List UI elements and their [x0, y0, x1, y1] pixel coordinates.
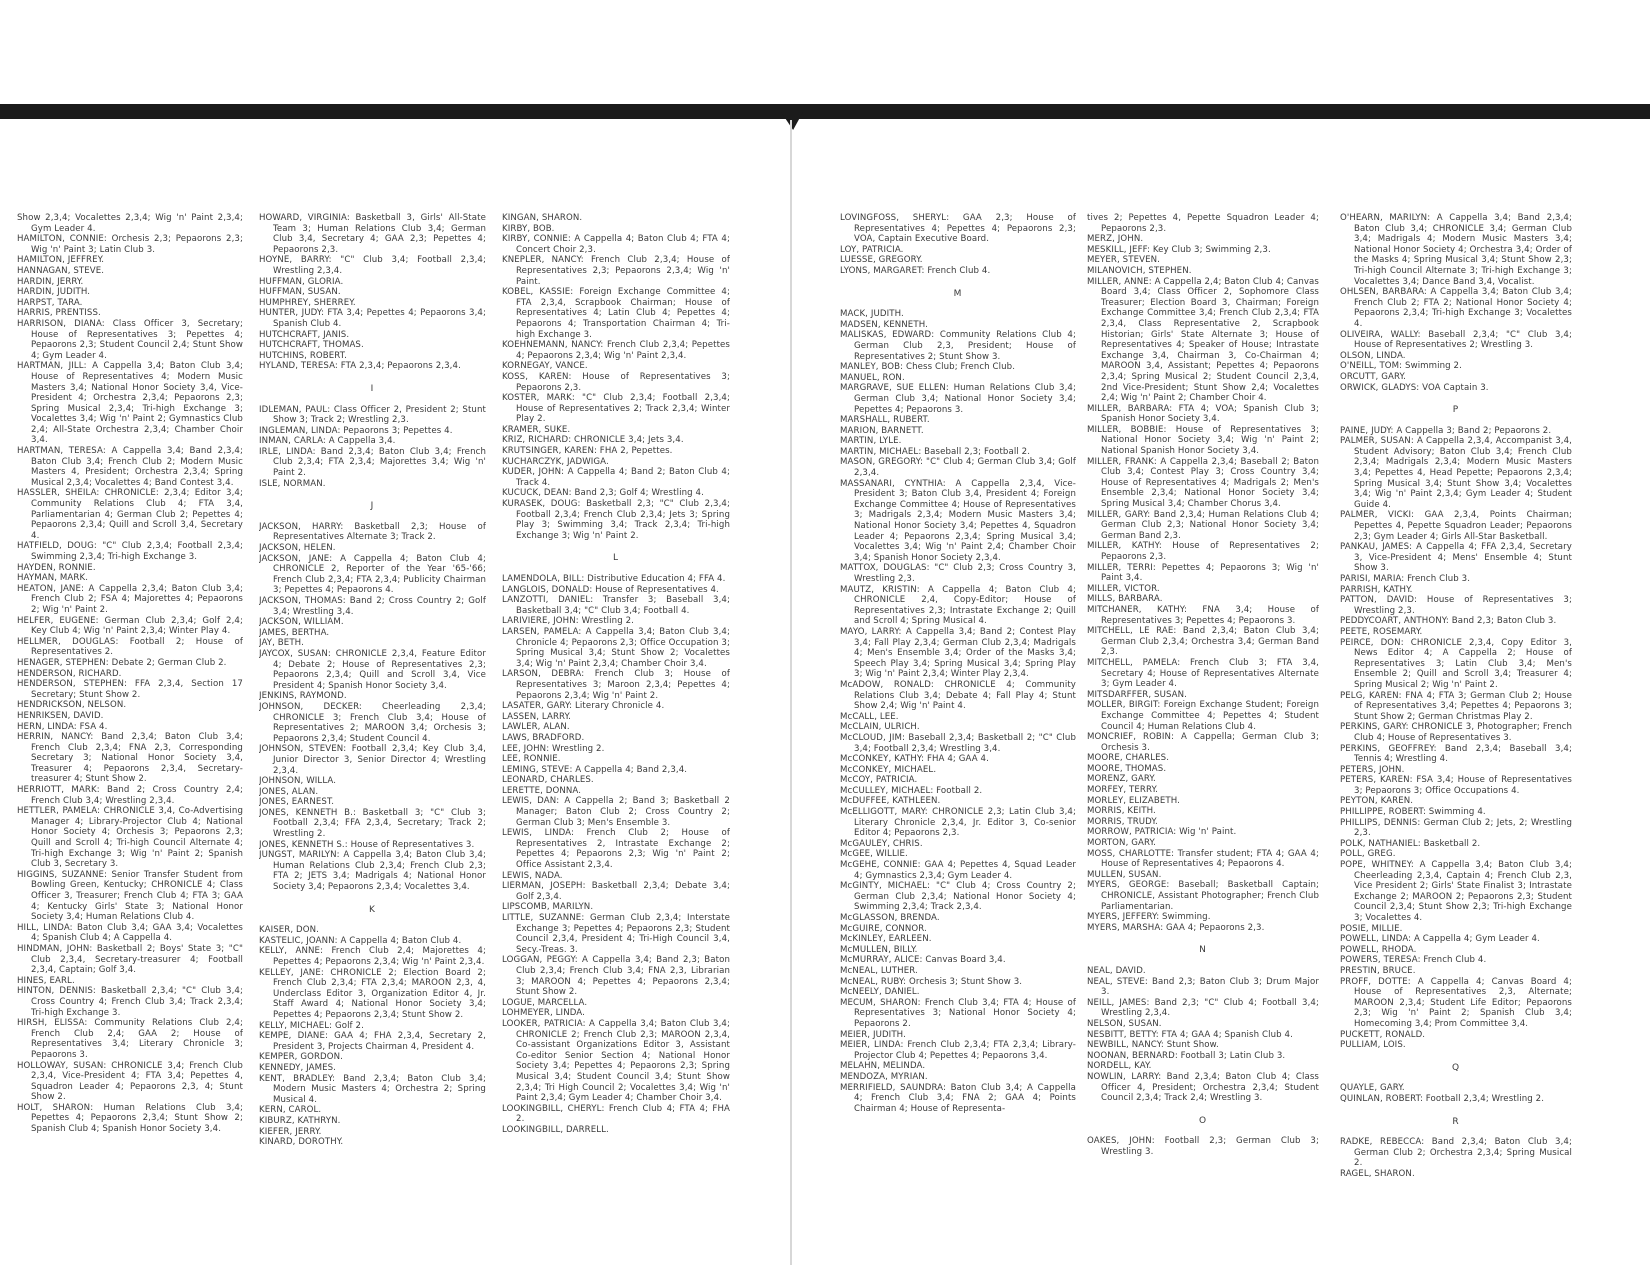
student-entry: MITCHANER, KATHY: FNA 3,4; House of Representatives 3; Pepettes 4; Pepaorons 3.	[1087, 604, 1319, 626]
student-entry: LOOKINGBILL, DARRELL.	[502, 1124, 609, 1135]
student-entry: MAYO, LARRY: A Cappella 3,4; Band 2; Contest Play 3,4; Fall Play 2,3,4; German Club 2,3,4; Madrigals 4; Men's Ensemble 3,4; Order of the Masks 3,4; Speech Play 3,4; Spring Musical 3,4; Spring Play 3; Wig 'n' Paint 2,3,4; Winter Play 2,3,4.	[840, 626, 1076, 680]
student-entry: O'NEILL, TOM: Swimming 2.	[1340, 361, 1462, 372]
student-entry: MEYER, STEVEN.	[1087, 255, 1160, 266]
student-entry: JENKINS, RAYMOND.	[259, 691, 347, 702]
student-entry: HILL, LINDA: Baton Club 3,4; GAA 3,4; Vocalettes 4; Spanish Club 4; A Cappella 4.	[17, 922, 243, 944]
student-entry: MYERS, MARSHA: GAA 4; Pepaorons 2,3.	[1087, 922, 1265, 933]
student-entry: MECUM, SHARON: French Club 3,4; FTA 4; House of Representatives 3; National Honor Society 4; Pepaorons 2.	[840, 997, 1076, 1029]
student-entry: JOHNSON, DECKER: Cheerleading 2,3,4; CHRONICLE 3; French Club 3,4; House of Representatives 2; MAROON 3,4; Orchesis 3; Pepaorons 2,3,4; Student Council 4.	[259, 701, 486, 744]
student-entry: JACKSON, HELEN.	[259, 543, 336, 554]
student-entry: MILLER, FRANK: A Cappella 2,3,4; Baseball 2; Baton Club 3,4; Contest Play 3; Cross Country 3,4; House of Representatives 4; Madrigals 2; Men's Ensemble 2,3,4; National Honor Society 3,4; Spring Musical 3,4; Chamber Chorus 3,4.	[1087, 456, 1319, 510]
student-entry: LOOKER, PATRICIA: A Cappella 3,4; Baton Club 3,4; CHRONICLE 2; French Club 2,3; MAROON 2,3,4, Co-assistant Organizations Editor 3, Assistant Co-editor Senior Section 4; National Honor Society 3,4; Pepettes 4; Pepaorons 2,3; Spring Musical 3,4; Student Council 3,4; Stunt Show 2,3,4; Tri High Council 2; Vocalettes 3,4; Wig 'n' Paint 2,3,4; Gym Leader 4; Chamber Choir 3,4.	[502, 1018, 730, 1104]
student-entry: KELLY, MICHAEL: Golf 2.	[259, 1020, 364, 1031]
student-entry: JAYCOX, SUSAN: CHRONICLE 2,3,4, Feature Editor 4; Debate 2; House of Representatives 2,3; Pepaorons 2,3,4; Quill and Scroll 3,4, Vice President 4; Spanish Honor Society 3,4.	[259, 648, 486, 691]
senior-index-column-2	[259, 213, 486, 1265]
student-entry: HUTCHINS, ROBERT.	[259, 350, 347, 361]
page-gutter	[790, 120, 792, 1265]
student-entry: O'HEARN, MARILYN: A Cappella 3,4; Band 2,3,4; Baton Club 3,4; CHRONICLE 3,4; German Club 3,4; Madrigals 4; Modern Music Masters 3,4; National Honor Society 4; Orchestra 3,4; Order of the Masks 4; Spring Musical 3,4; Stunt Show 2,3; Tri-high Council Alternate 3; Tri-high Exchange 3; Vocalettes 3,4; Dance Band 3,4, Vocalist.	[1340, 213, 1572, 287]
student-entry: McNEELY, DANIEL.	[840, 987, 920, 998]
student-entry: McNEAL, RUBY: Orchesis 3; Stunt Show 3.	[840, 976, 1023, 987]
student-entry: PEIRCE, DON: CHRONICLE 2,3,4, Copy Editor 3, News Editor 4; A Cappella 2; House of Representatives 3; Latin Club 3,4; Men's Ensemble 2; Quill and Scroll 3,4; Treasurer 4; Spring Musical 2; Wig 'n' Paint 2.	[1340, 637, 1572, 690]
student-entry: KOBEL, KASSIE: Foreign Exchange Committee 4; FTA 2,3,4, Scrapbook Chairman; House of Representatives 4; Latin Club 4; Pepettes 4; Pepaorons 4; Transportation Chairman 4; Tri-high Exchange 3.	[502, 287, 730, 340]
letter-heading: P	[1452, 405, 1460, 416]
student-entry: LEONARD, CHARLES.	[502, 775, 594, 786]
student-entry: OLIVEIRA, WALLY: Baseball 2,3,4; "C" Club 3,4; House of Representatives 2; Wrestling 3.	[1340, 329, 1572, 351]
student-entry: HETTLER, PAMELA: CHRONICLE 3,4, Co-Advertising Manager 4; Library-Projector Club 4; National Honor Society 4; Orchesis 3; Pepaorons 2,3; Quill and Scroll 4; Tri-high Council Alternate 4; Tri-high Exchange 3; Wig 'n' Paint 2; Spanish Club 3, Secretary 3.	[17, 806, 243, 870]
senior-index-column-1	[17, 213, 243, 1265]
student-entry: KEMPER, GORDON.	[259, 1052, 343, 1063]
student-entry: LAMENDOLA, BILL: Distributive Education 4; FFA 4.	[502, 574, 726, 584]
student-entry: MILLER, ANNE: A Cappella 2,4; Baton Club 4; Canvas Board 3,4; Class Officer 2, Sophomore Class Treasurer; Election Board 3, Chairman; Foreign Exchange Committee 3,4; French Club 2,3,4; FTA 2,3,4, Class Representative 2, Scrapbook Historian; Girls' State Alternate 3; House of Representatives 4; Speaker of House; Intrastate Exchange 3,4, Chairman 3, Co-Chairman 4; MAROON 3,4, Assistant; Pepettes 4; Pepaorons 2,3,4; Spring Musical 2; Student Council 2,3,4, 2nd Vice-President; Stunt Show 2,4; Vocalettes 2,4; Wig 'n' Paint 2; Chamber Choir 4.	[1087, 276, 1319, 404]
student-entry: LASSEN, LARRY.	[502, 711, 571, 722]
student-entry: LARSEN, PAMELA: A Cappella 3,4; Baton Club 3,4; Chronicle 4; Pepaorons 2,3; Office Occupation 3; Spring Musical 3,4; Stunt Show 2; Vocalettes 3,4; Wig 'n' Paint 2,3,4; Chamber Choir 3,4.	[502, 626, 730, 669]
student-entry: HINDMAN, JOHN: Basketball 2; Boys' State 3; "C" Club 2,3,4, Secretary-treasurer 4; Football 2,3,4, Captain; Golf 3,4.	[17, 943, 243, 976]
student-entry: RAGEL, SHARON.	[1340, 1168, 1415, 1179]
letter-heading: L	[612, 553, 619, 564]
student-entry: McCONKEY, MICHAEL.	[840, 764, 937, 775]
student-entry: HELFER, EUGENE: German Club 2,3,4; Golf 2,4; Key Club 4; Wig 'n' Paint 2,3,4; Winter Play 4.	[17, 615, 243, 637]
student-entry: MOORE, CHARLES.	[1087, 753, 1170, 764]
student-entry: HENDERSON, RICHARD.	[17, 668, 122, 679]
student-entry: MILLER, VICTOR.	[1087, 583, 1160, 594]
student-entry: PATTON, DAVID: House of Representatives 3; Wrestling 2,3.	[1340, 595, 1572, 616]
student-entry: KAISER, DON.	[259, 925, 319, 936]
student-entry: HARRISON, DIANA: Class Officer 3, Secretary; House of Representatives 3; Pepettes 4; Pepaorons 2,3; Student Council 2,4; Stunt Show 4; Gym Leader 4.	[17, 318, 243, 361]
student-entry: KIRBY, BOB.	[502, 223, 555, 234]
student-entry: HARDIN, JUDITH.	[17, 287, 91, 298]
student-entry: McADOW, RONALD: CHRONICLE 4; Community Relations Club 3,4; Debate 4; Fall Play 4; Stunt Show 2,4; Wig 'n' Paint 4.	[840, 679, 1076, 712]
student-entry: ORCUTT, GARY.	[1340, 371, 1406, 382]
student-entry: MARGRAVE, SUE ELLEN: Human Relations Club 3,4; German Club 3,4; National Honor Society 3,4; Pepettes 4; Pepaorons 3.	[840, 383, 1076, 415]
student-entry: KUCHARCZYK, JADWIGA.	[502, 456, 609, 467]
student-entry: ISLE, NORMAN.	[259, 478, 326, 489]
student-entry: JOHNSON, WILLA.	[259, 776, 337, 787]
student-entry: MOLLER, BIRGIT: Foreign Exchange Student; Foreign Exchange Committee 4; Pepettes 4; Student Council 4; Human Relations Club 4.	[1087, 700, 1319, 732]
student-entry: LEE, JOHN: Wrestling 2.	[502, 743, 605, 754]
student-entry: POPE, WHITNEY: A Cappella 3,4; Baton Club 3,4; Cheerleading 2,3,4, Captain 4; French Club 2,3, Vice President 2; Girls' State Finalist 3; Intrastate Exchange 2; MAROON 2; Pepaorons 2,3; Student Council 2,3,4; Stunt Show 2,3; Tri-high Exchange 3; Vocalettes 4.	[1340, 860, 1572, 923]
student-entry: MARTIN, LYLE.	[840, 436, 902, 447]
student-entry: MILLER, KATHY: House of Representatives 2; Pepaorons 2,3.	[1087, 541, 1319, 562]
student-entry: JONES, KENNETH B.: Basketball 3; "C" Club 3; Football 2,3,4; FFA 2,3,4, Secretary; Track 2; Wrestling 2.	[259, 807, 486, 840]
letter-heading: O	[1198, 1115, 1208, 1126]
student-entry: LERETTE, DONNA.	[502, 785, 582, 796]
student-entry: OAKES, JOHN: Football 2,3; German Club 3; Wrestling 3.	[1087, 1136, 1319, 1157]
student-entry: LARIVIERE, JOHN: Wrestling 2.	[502, 616, 634, 627]
student-entry: McMURRAY, ALICE: Canvas Board 3,4.	[840, 955, 1006, 966]
student-entry: JACKSON, THOMAS: Band 2; Cross Country 2; Golf 3,4; Wrestling 3,4.	[259, 596, 486, 617]
student-entry: MELAHN, MELINDA.	[840, 1061, 926, 1072]
student-entry: KERN, CAROL.	[259, 1105, 322, 1116]
student-entry: MEIER, LINDA: French Club 2,3,4; FTA 2,3,4; Library-Projector Club 4; Pepettes 4; Pepaorons 3,4.	[840, 1040, 1076, 1061]
student-entry: POWELL, RHODA.	[1340, 944, 1417, 955]
student-entry: KELLY, ANNE: French Club 2,4; Majorettes 4; Pepettes 4; Pepaorons 2,3,4; Wig 'n' Paint 2,3,4.	[259, 946, 486, 967]
student-entry: KIRBY, CONNIE: A Cappella 4; Baton Club 4; FTA 4; Concert Choir 2,3.	[502, 234, 730, 255]
student-entry: MITCHELL, LE RAE: Band 2,3,4; Baton Club 3,4; German Club 2,3,4; Orchestra 3,4; German Band 2,3.	[1087, 626, 1319, 658]
student-entry: MORROW, PATRICIA: Wig 'n' Paint.	[1087, 827, 1237, 838]
student-entry: KRIZ, RICHARD: CHRONICLE 3,4; Jets 3,4.	[502, 435, 684, 446]
senior-index-column-3	[502, 213, 730, 1265]
student-entry: HARDIN, JERRY.	[17, 276, 84, 287]
student-entry: LEWIS, NADA.	[502, 870, 563, 881]
student-entry: HYLAND, TERESA: FTA 2,3,4; Pepaorons 2,3,4.	[259, 361, 461, 372]
student-entry: PERKINS, GARY: CHRONICLE 3, Photographer; French Club 4; House of Representatives 3.	[1340, 722, 1572, 743]
letter-heading: N	[1199, 945, 1207, 956]
student-entry: LEE, RONNIE.	[502, 754, 561, 765]
student-entry: HASSLER, SHEILA: CHRONICLE: 2,3,4; Editor 3,4; Community Relations Club 4; FTA 3,4, Parliamentarian 4; German Club 2; Pepettes 4; Pepaorons 2,3,4; Quill and Scroll 3,4, Secretary 4.	[17, 488, 243, 541]
student-entry: HARRIS, PRENTISS.	[17, 308, 101, 319]
letter-heading: I	[370, 383, 375, 394]
student-entry: NELSON, SUSAN.	[1087, 1018, 1162, 1029]
student-entry: JONES, EARNEST.	[259, 797, 335, 808]
student-entry: HENDERSON, STEPHEN: FFA 2,3,4, Section 17 Secretary; Stunt Show 2.	[17, 679, 243, 700]
student-entry: LASATER, GARY: Literary Chronicle 4.	[502, 701, 665, 712]
student-entry: KENNEDY, JAMES.	[259, 1062, 337, 1073]
student-entry: PAINE, JUDY: A Cappella 3; Band 2; Pepaorons 2.	[1340, 425, 1552, 436]
student-entry: NORDELL, KAY.	[1087, 1061, 1152, 1072]
student-entry: HARTMAN, JILL: A Cappella 3,4; Baton Club 3,4; House of Representatives 4; Modern Music Masters 3,4; National Honor Society 3,4, Vice-President 4; Orchestra 2,3,4; Pepaorons 2,3; Spring Musical 2,3,4; Tri-high Exchange 3; Vocalettes 3,4; Wig 'n' Paint 2; Gymnastics Club 2,4; All-State Orchestra 2,3,4; Chamber Choir 3,4.	[17, 361, 243, 446]
student-entry: HIRSH, ELISSA: Community Relations Club 2,4; French Club 2,4; GAA 2; House of Representatives 3,4; Literary Chronicle 3; Pepaorons 3.	[17, 1018, 243, 1060]
letter-heading: M	[953, 288, 963, 299]
student-entry: HINES, EARL.	[17, 975, 75, 986]
student-entry: MORTON, GARY.	[1087, 838, 1156, 849]
student-entry: PHILLIPPE, ROBERT: Swimming 4.	[1340, 807, 1486, 818]
student-entry: HERRIOTT, MARK: Band 2; Cross Country 2,4; French Club 3,4; Wrestling 2,3,4.	[17, 785, 243, 806]
student-entry: PUCKETT, RONALD.	[1340, 1029, 1426, 1040]
student-entry: PANKAU, JAMES: A Cappella 4; FFA 2,3,4, Secretary 3, Vice-President 4; Mens' Ensemble 4; Stunt Show 3.	[1340, 542, 1572, 574]
student-entry: JUNGST, MARILYN: A Cappella 3,4; Baton Club 3,4; Human Relations Club 2,3,4; French Club 2,3; FTA 2; JETS 3,4; Madrigals 4; National Honor Society 3,4; Pepaorons 2,3,4; Vocalettes 3,4.	[259, 850, 486, 893]
student-entry: KURASEK, DOUG: Basketball 2,3; "C" Club 2,3,4; Football 2,3,4; French Club 2,3,4; Jets 3; Spring Play 3; Swimming 3,4; Track 2,3,4; Tri-high Exchange 3; Wig 'n' Paint 2.	[502, 499, 730, 541]
student-entry: OHLSEN, BARBARA: A Cappella 3,4; Baton Club 3,4; French Club 2; FTA 2; National Honor Society 4; Pepaorons 2,3,4; Tri-high Exchange 3; Vocalettes 4.	[1340, 287, 1572, 329]
student-entry: MILLER, TERRI: Pepettes 4; Pepaorons 3; Wig 'n' Paint 3,4.	[1087, 562, 1319, 584]
student-entry: QUAYLE, GARY.	[1340, 1083, 1405, 1094]
student-entry: MORENZ, GARY.	[1087, 774, 1156, 785]
student-entry: MORFEY, TERRY.	[1087, 785, 1158, 796]
student-entry: HARPST, TARA.	[17, 297, 83, 308]
student-entry: NEWBILL, NANCY: Stunt Show.	[1087, 1040, 1219, 1051]
student-entry: MOORE, THOMAS.	[1087, 763, 1167, 774]
student-entry: HELLMER, DOUGLAS: Football 2; House of Representatives 2.	[17, 636, 243, 658]
student-entry: KOSS, KAREN: House of Representatives 3; Pepaorons 2,3.	[502, 371, 730, 393]
student-entry: POWERS, TERESA: French Club 4.	[1340, 955, 1487, 966]
student-entry: JOHNSON, STEVEN: Football 2,3,4; Key Club 3,4, Junior Director 3, Senior Director 4; Wrestling 2,3,4.	[259, 744, 486, 776]
student-entry: HOLLOWAY, SUSAN: CHRONICLE 3,4; French Club 2,3,4, Vice-President 4; FTA 3,4; Pepettes 4, Squadron Leader 4; Pepaorons 2,3, 4; Stunt Show 2.	[17, 1060, 243, 1103]
student-entry: PHILLIPS, DENNIS: German Club 2; Jets, 2; Wrestling 2,3.	[1340, 817, 1572, 839]
student-entry: KUCUCK, DEAN: Band 2,3; Golf 4; Wrestling 4.	[502, 488, 704, 499]
student-entry: McCONKEY, KATHY: FHA 4; GAA 4.	[840, 754, 989, 765]
student-entry: HUFFMAN, GLORIA.	[259, 276, 344, 287]
student-entry: MERRIFIELD, SAUNDRA: Baton Club 3,4; A Cappella 4; French Club 3,4; FNA 2; GAA 4; Points Chairman 4; House of Representa-	[840, 1082, 1076, 1114]
student-entry: LEWIS, DAN: A Cappella 2; Band 3; Basketball 2 Manager; Baton Club 2; Cross Country 2; German Club 3; Men's Ensemble 3.	[502, 796, 730, 828]
student-entry: PALMER, SUSAN: A Cappella 2,3,4, Accompanist 3,4, Student Advisory; Baton Club 3,4; French Club 2,3,4; Madrigals 2,3,4; Modern Music Masters 3,4; Pepettes 4, Head Pepette; Pepaorons 2,3,4; Spring Musical 3,4; Stunt Show 3,4; Vocalettes 3,4; Wig 'n' Paint 2,3,4; Gym Leader 4; Student Guide 4.	[1340, 436, 1572, 510]
student-entry: IRLE, LINDA: Band 2,3,4; Baton Club 3,4; French Club 2,3,4; FTA 2,3,4; Majorettes 3,4; Wig 'n' Paint 2.	[259, 446, 486, 479]
student-entry: MORRIS, TRUDY.	[1087, 816, 1158, 827]
student-entry: POWELL, LINDA: A Cappella 4; Gym Leader 4.	[1340, 934, 1540, 945]
student-entry: JACKSON, JANE: A Cappella 4; Baton Club 4; CHRONICLE 2, Reporter of the Year '65-'66; French Club 2,3,4; FTA 2,3,4; Publicity Chairman 3; Pepettes 4; Pepaorons 4.	[259, 553, 486, 596]
student-entry: HUTCHCRAFT, JANIS.	[259, 329, 350, 340]
student-entry: HUTCHCRAFT, THOMAS.	[259, 340, 364, 351]
student-entry: KOSTER, MARK: "C" Club 2,3,4; Football 2,3,4; House of Representatives 2; Track 2,3,4; Winter Play 2.	[502, 393, 730, 425]
student-entry: JAY, BETH.	[259, 638, 304, 649]
student-entry: JACKSON, HARRY: Basketball 2,3; House of Representatives Alternate 3; Track 2.	[259, 521, 486, 543]
student-entry: LOGGAN, PEGGY: A Cappella 3,4; Band 2,3; Baton Club 2,3,4; French Club 3,4; FNA 2,3, Librarian 3; MAROON 4; Pepettes 4; Pepaorons 2,3,4; Stunt Show 2.	[502, 955, 730, 998]
student-entry: LAWS, BRADFORD.	[502, 732, 585, 743]
student-entry: MERZ, JOHN.	[1087, 234, 1144, 245]
student-entry: HOLT, SHARON: Human Relations Club 3,4; Pepettes 4; Pepaorons 2,3,4; Stunt Show 2; Spanish Club 4; Spanish Honor Society 3,4.	[17, 1102, 243, 1135]
student-entry: MYERS, GEORGE: Baseball; Basketball Captain; CHRONICLE, Assistant Photographer; French Club Parliamentarian.	[1087, 880, 1319, 912]
student-entry: HAYMAN, MARK.	[17, 573, 89, 584]
student-entry: McGLASSON, BRENDA.	[840, 913, 940, 923]
student-entry: LUESSE, GREGORY.	[840, 255, 923, 266]
page-top-rule	[0, 104, 1650, 119]
student-entry: MILLS, BARBARA.	[1087, 594, 1163, 605]
letter-heading: R	[1452, 1116, 1460, 1127]
student-entry: LEWIS, LINDA: French Club 2; House of Representatives 2, Intrastate Exchange 2; Pepettes 4; Pepaorons 2,3; Wig 'n' Paint 2; Office Assistant 2,3,4.	[502, 828, 730, 871]
student-entry: HAMILTON, CONNIE: Orchesis 2,3; Pepaorons 2,3; Wig 'n' Paint 3; Latin Club 3.	[17, 234, 243, 255]
student-entry: MONCRIEF, ROBIN: A Cappella; German Club 3; Orchesis 3.	[1087, 732, 1319, 753]
student-entry: PERKINS, GEOFFREY: Band 2,3,4; Baseball 3,4; Tennis 4; Wrestling 4.	[1340, 743, 1572, 765]
student-entry: LOOKINGBILL, CHERYL: French Club 4; FTA 4; FHA 2.	[502, 1103, 730, 1125]
student-entry: KRUTSINGER, KAREN: FHA 2, Pepettes.	[502, 446, 673, 457]
student-entry: MALISKAS, EDWARD: Community Relations Club 4; German Club 2,3, President; House of Representatives 2; Stunt Show 3.	[840, 330, 1076, 362]
student-entry: KINGAN, SHARON.	[502, 213, 583, 223]
student-entry: HATFIELD, DOUG: "C" Club 2,3,4; Football 2,3,4; Swimming 2,3,4; Tri-high Exchange 3.	[17, 541, 243, 562]
student-entry: McGEE, WILLIE.	[840, 849, 908, 860]
letter-heading: J	[370, 501, 375, 512]
student-entry: JONES, ALAN.	[259, 786, 319, 797]
student-entry: McNEAL, LUTHER.	[840, 965, 918, 976]
student-entry: McGINTY, MICHAEL: "C" Club 4; Cross Country 2; German Club 2,3,4; National Honor Society 4; Swimming 2,3,4; Track 2,3,4.	[840, 881, 1076, 913]
student-entry: POSIE, MILLIE.	[1340, 923, 1403, 934]
student-entry: MYERS, JEFFERY: Swimming.	[1087, 912, 1211, 923]
student-entry: tives 2; Pepettes 4, Pepette Squadron Leader 4; Pepaorons 2,3.	[1087, 213, 1319, 234]
student-entry: ORWICK, GLADYS: VOA Captain 3.	[1340, 382, 1489, 393]
student-entry: JAMES, BERTHA.	[259, 627, 330, 638]
student-entry: POLK, NATHANIEL: Basketball 2.	[1340, 838, 1481, 849]
student-entry: MILLER, BOBBIE: House of Representatives 3; National Honor Society 3,4; Wig 'n' Paint 2; National Spanish Honor Society 3,4.	[1087, 424, 1319, 457]
student-entry: KENT, BRADLEY: Band 2,3,4; Baton Club 3,4; Modern Music Masters 4; Orchestra 2; Spring Musical 4.	[259, 1073, 486, 1105]
student-entry: PROFF, DOTTE: A Cappella 4; Canvas Board 4; House of Representatives 2,3, Alternate; MAROON 2,3,4; Student Life Editor; Pepaorons 2,3; Wig 'n' Paint 2; Spanish Club 3,4; Homecoming 3,4; Prom Committee 3,4.	[1340, 976, 1572, 1029]
student-entry: McKINLEY, EARLEEN.	[840, 934, 932, 945]
student-entry: PRESTIN, BRUCE.	[1340, 965, 1416, 976]
student-entry: KASTELIC, JOANN: A Cappella 4; Baton Club 4.	[259, 935, 462, 946]
student-entry: HEATON, JANE: A Cappella 2,3,4; Baton Club 3,4; French Club 2; FSA 4; Majorettes 4; Pepaorons 2; Wig 'n' Paint 2.	[17, 583, 243, 615]
student-entry: HAYDEN, RONNIE.	[17, 562, 96, 573]
student-entry: HUFFMAN, SUSAN.	[259, 287, 341, 298]
student-entry: MATTOX, DOUGLAS: "C" Club 2,3; Cross Country 3, Wrestling 2,3.	[840, 563, 1076, 584]
student-entry: MITCHELL, PAMELA: French Club 3; FTA 3,4, Secretary 4; House of Representatives Alternate 3; Gym Leader 4.	[1087, 657, 1319, 690]
student-entry: JONES, KENNETH S.: House of Representatives 3.	[259, 839, 475, 850]
student-entry: LIERMAN, JOSEPH: Basketball 2,3,4; Debate 3,4; Golf 2,3,4.	[502, 881, 730, 902]
student-entry: LANZOTTI, DANIEL: Transfer 3; Baseball 3,4; Basketball 3,4; "C" Club 3,4; Football 4.	[502, 595, 730, 616]
student-entry: LYONS, MARGARET: French Club 4.	[840, 265, 991, 276]
student-entry: MITSDARFFER, SUSAN.	[1087, 689, 1188, 700]
student-entry: HAMILTON, JEFFREY.	[17, 255, 105, 266]
student-entry: KEMPE, DIANE: GAA 4; FHA 2,3,4, Secretary 2, President 3, Projects Chairman 4, President 4.	[259, 1031, 486, 1052]
student-entry: HUNTER, JUDY: FTA 3,4; Pepettes 4; Pepaorons 3,4; Spanish Club 4.	[259, 308, 486, 329]
student-entry: NEILL, JAMES: Band 2,3; "C" Club 4; Football 3,4; Wrestling 2,3,4.	[1087, 997, 1319, 1019]
student-entry: HENAGER, STEPHEN: Debate 2; German Club 2.	[17, 657, 227, 668]
student-entry: LAWLER, ALAN.	[502, 722, 570, 733]
student-entry: McDUFFEE, KATHLEEN.	[840, 796, 941, 807]
student-entry: MEIER, JUDITH.	[840, 1029, 906, 1040]
student-entry: NESBITT, BETTY: FTA 4; GAA 4; Spanish Club 4.	[1087, 1029, 1293, 1040]
senior-index-column-5	[1087, 213, 1319, 1265]
student-entry: MANLEY, BOB: Chess Club; French Club.	[840, 362, 1016, 373]
student-entry: MARION, BARNETT.	[840, 425, 924, 436]
student-entry: PEYTON, KAREN.	[1340, 796, 1414, 807]
student-entry: McGEHE, CONNIE: GAA 4; Pepettes 4, Squad Leader 4; Gymnastics 2,3,4; Gym Leader 4.	[840, 860, 1076, 881]
student-entry: McCLAIN, ULRICH.	[840, 722, 920, 733]
student-entry: LITTLE, SUZANNE: German Club 2,3,4; Interstate Exchange 3; Pepettes 4; Pepaorons 2,3; Student Council 2,3,4, President 4; Tri-High Council 3,4, Secy.-Treas. 3.	[502, 913, 730, 955]
student-entry: OLSON, LINDA.	[1340, 350, 1406, 361]
student-entry: PEDDYCOART, ANTHONY: Band 2,3; Baton Club 3.	[1340, 616, 1557, 627]
student-entry: NEAL, STEVE: Band 2,3; Baton Club 3; Drum Major 3.	[1087, 976, 1319, 998]
student-entry: Show 2,3,4; Vocalettes 2,3,4; Wig 'n' Paint 2,3,4; Gym Leader 4.	[17, 213, 243, 234]
student-entry: MARTIN, MICHAEL: Baseball 2,3; Football 2.	[840, 446, 1031, 457]
student-entry: HERN, LINDA: FSA 4.	[17, 721, 108, 732]
student-entry: HENDRICKSON, NELSON.	[17, 700, 127, 711]
student-entry: MILLER, BARBARA: FTA 4; VOA; Spanish Club 3; Spanish Honor Society 3,4.	[1087, 403, 1319, 425]
student-entry: IDLEMAN, PAUL: Class Officer 2, President 2; Stunt Show 3; Track 2; Wrestling 2,3.	[259, 404, 486, 426]
student-entry: LOHMEYER, LINDA.	[502, 1008, 585, 1019]
student-entry: MULLEN, SUSAN.	[1087, 869, 1162, 880]
student-entry: MORLEY, ELIZABETH.	[1087, 795, 1181, 806]
student-entry: KORNEGAY, VANCE.	[502, 361, 588, 372]
student-entry: MORRIS, KEITH.	[1087, 806, 1156, 817]
student-entry: KUDER, JOHN: A Cappella 4; Band 2; Baton Club 4; Track 4.	[502, 467, 730, 488]
student-entry: McCALL, LEE.	[840, 711, 899, 722]
student-entry: MOSS, CHARLOTTE: Transfer student; FTA 4; GAA 4; House of Representatives 4; Pepaorons 4.	[1087, 848, 1319, 870]
student-entry: LIPSCOMB, MARILYN.	[502, 902, 594, 913]
student-entry: MAUTZ, KRISTIN: A Cappella 4; Baton Club 4; CHRONICLE 2,4, Copy-Editor; House of Representatives 2,3; Intrastate Exchange 2; Quill and Scroll 4; Spring Musical 4.	[840, 584, 1076, 627]
student-entry: NOWLIN, LARRY: Band 2,3,4; Baton Club 4; Class Officer 4, President; Orchestra 2,3,4; Student Council 2,3,4; Track 2,4; Wrestling 3.	[1087, 1071, 1319, 1104]
student-entry: McCOY, PATRICIA.	[840, 775, 918, 786]
letter-heading: Q	[1451, 1062, 1461, 1073]
student-entry: MENDOZA, MYRIAN.	[840, 1071, 928, 1082]
student-entry: NEAL, DAVID.	[1087, 965, 1146, 976]
student-entry: PARISI, MARIA: French Club 3.	[1340, 574, 1471, 584]
student-entry: McGUIRE, CONNOR.	[840, 923, 927, 934]
student-entry: KNEPLER, NANCY: French Club 2,3,4; House of Representatives 2,3; Pepaorons 2,3,4; Wig 'n' Paint.	[502, 255, 730, 287]
student-entry: MACK, JUDITH.	[840, 309, 904, 320]
student-entry: HOYNE, BARRY: "C" Club 3,4; Football 2,3,4; Wrestling 2,3,4.	[259, 255, 486, 276]
student-entry: KELLEY, JANE: CHRONICLE 2; Election Board 2; French Club 2,3,4; FTA 2,3,4; MAROON 2,3, 4, Underclass Editor 3, Organization Editor 4, Jr. Staff Award 4; National Honor Society 3,4; Pepettes 4; Pepaorons 2,3,4; Stunt Show 2.	[259, 967, 486, 1020]
student-entry: INGLEMAN, LINDA: Pepaorons 3; Pepettes 4.	[259, 425, 453, 436]
student-entry: HERRIN, NANCY: Band 2,3,4; Baton Club 3,4; French Club 2,3,4; FNA 2,3, Corresponding Secretary 3; National Honor Society 3,4, Treasurer 4; Pepaorons 2,3,4, Secretary-treasurer 4; Stunt Show 2.	[17, 732, 243, 785]
student-entry: LOVINGFOSS, SHERYL: GAA 2,3; House of Representatives 4; Pepettes 4; Pepaorons 2,3; VOA, Captain Executive Board.	[840, 213, 1076, 245]
student-entry: HENRIKSEN, DAVID.	[17, 710, 104, 721]
student-entry: MESKILL, JEFF: Key Club 3; Swimming 2,3.	[1087, 244, 1271, 255]
student-entry: LEMING, STEVE: A Cappella 4; Band 2,3,4.	[502, 764, 688, 775]
student-entry: PETERS, KAREN: FSA 3,4; House of Representatives 3; Pepaorons 3; Office Occupations 4.	[1340, 775, 1572, 796]
student-entry: McGAULEY, CHRIS.	[840, 838, 923, 849]
student-entry: McCLOUD, JIM: Baseball 2,3,4; Basketball 2; "C" Club 3,4; Football 2,3,4; Wrestling 3,4.	[840, 732, 1076, 754]
student-entry: PALMER, VICKI: GAA 2,3,4, Points Chairman; Pepettes 4, Pepette Squadron Leader; Pepaorons 2,3; Gym Leader 4; Girls All-Star Basketball.	[1340, 510, 1572, 542]
student-entry: POLL, GREG.	[1340, 849, 1396, 860]
student-entry: McMULLEN, BILLY.	[840, 944, 918, 955]
senior-index-column-4	[840, 213, 1076, 1265]
student-entry: HANNAGAN, STEVE.	[17, 265, 105, 276]
student-entry: PEETE, ROSEMARY.	[1340, 626, 1423, 637]
student-entry: MARSHALL, RUBERT.	[840, 415, 930, 426]
student-entry: LANGLOIS, DONALD: House of Representatives 4.	[502, 584, 719, 595]
student-entry: HUMPHREY, SHERREY.	[259, 297, 356, 308]
student-entry: PETERS, JOHN.	[1340, 764, 1405, 775]
letter-heading: K	[369, 904, 376, 915]
student-entry: KIEFER, JERRY.	[259, 1126, 322, 1137]
student-entry: MILLER, GARY: Band 2,3,4; Human Relations Club 4; German Club 2,3; National Honor Society 3,4; German Band 2,3.	[1087, 509, 1319, 541]
student-entry: KOEHNEMANN, NANCY: French Club 2,3,4; Pepettes 4; Pepaorons 2,3,4; Wig 'n' Paint 2,3,4.	[502, 340, 730, 361]
student-entry: JACKSON, WILLIAM.	[259, 617, 344, 628]
student-entry: LARSON, DEBRA: French Club 3; House of Representatives 3; Maroon 2,3,4; Pepettes 4; Pepaorons 2,3,4; Wig 'n' Paint 2.	[502, 669, 730, 701]
student-entry: PARRISH, KATHY.	[1340, 584, 1413, 595]
student-entry: HOWARD, VIRGINIA: Basketball 3, Girls' All-State Team 3; Human Relations Club 3,4; German Club 3,4, Secretary 4; GAA 2,3; Pepettes 4; Pepaorons 2,3.	[259, 213, 486, 255]
student-entry: MASSANARI, CYNTHIA: A Cappella 2,3,4, Vice-President 3; Baton Club 3,4, President 4; Foreign Exchange Committee 4; House of Representatives 3; Madrigals 2,3,4; Modern Music Masters 3,4; National Honor Society 3,4; Pepettes 4, Squadron Leader 4; Pepaorons 2,3,4; Spring Musical 3,4; Vocalettes 3,4; Wig 'n' Paint 2,4; Chamber Choir 3,4; Spanish Honor Society 2,3,4.	[840, 478, 1076, 563]
student-entry: MANUEL, RON.	[840, 372, 905, 383]
student-entry: PULLIAM, LOIS.	[1340, 1040, 1406, 1051]
student-entry: QUINLAN, ROBERT: Football 2,3,4; Wrestling 2.	[1340, 1093, 1545, 1104]
student-entry: MASON, GREGORY: "C" Club 4; German Club 3,4; Golf 2,3,4.	[840, 457, 1076, 479]
student-entry: LOGUE, MARCELLA.	[502, 997, 588, 1008]
student-entry: McELLIGOTT, MARY: CHRONICLE 2,3; Latin Club 3,4; Literary Chronicle 2,3,4, Jr. Editor 3, Co-senior Editor 4; Pepaorons 2,3.	[840, 807, 1076, 839]
senior-index-column-6	[1340, 213, 1572, 1265]
student-entry: MADSEN, KENNETH.	[840, 319, 928, 330]
student-entry: MILANOVICH, STEPHEN.	[1087, 265, 1192, 276]
student-entry: HARTMAN, TERESA: A Cappella 3,4; Band 2,3,4; Baton Club 3,4; French Club 2; Modern Music Masters 4, President; Orchestra 2,3,4; Spring Musical 2,3,4; Vocalettes 4; Band Contest 3,4.	[17, 446, 243, 488]
student-entry: PELG, KAREN: FNA 4; FTA 3; German Club 2; House of Representatives 3,4; Pepettes 4; Pepaorons 3; Stunt Show 2; German Christmas Play 2.	[1340, 690, 1572, 722]
student-entry: KIBURZ, KATHRYN.	[259, 1115, 341, 1126]
student-entry: NOONAN, BERNARD: Football 3; Latin Club 3.	[1087, 1050, 1286, 1061]
student-entry: HINTON, DENNIS: Basketball 2,3,4; "C" Club 3,4; Cross Country 4; French Club 3,4; Track 2,3,4; Tri-high Exchange 3.	[17, 986, 243, 1018]
student-entry: HIGGINS, SUZANNE: Senior Transfer Student from Bowling Green, Kentucky; CHRONICLE 4; Class Officer 3, Treasurer; French Club 4; FTA 3; GAA 4; Kentucky Girls' State 3; National Honor Society 3,4; Human Relations Club 4.	[17, 869, 243, 923]
student-entry: INMAN, CARLA: A Cappella 3,4.	[259, 436, 396, 447]
student-entry: KRAMER, SUKE.	[502, 424, 571, 435]
binding-notch	[781, 112, 803, 130]
student-entry: McCULLEY, MICHAEL: Football 2.	[840, 785, 983, 796]
student-entry: RADKE, REBECCA: Band 2,3,4; Baton Club 3,4; German Club 2; Orchestra 2,3,4; Spring Musical 2.	[1340, 1137, 1572, 1169]
student-entry: LOY, PATRICIA.	[840, 244, 904, 255]
student-entry: KINARD, DOROTHY.	[259, 1137, 344, 1148]
